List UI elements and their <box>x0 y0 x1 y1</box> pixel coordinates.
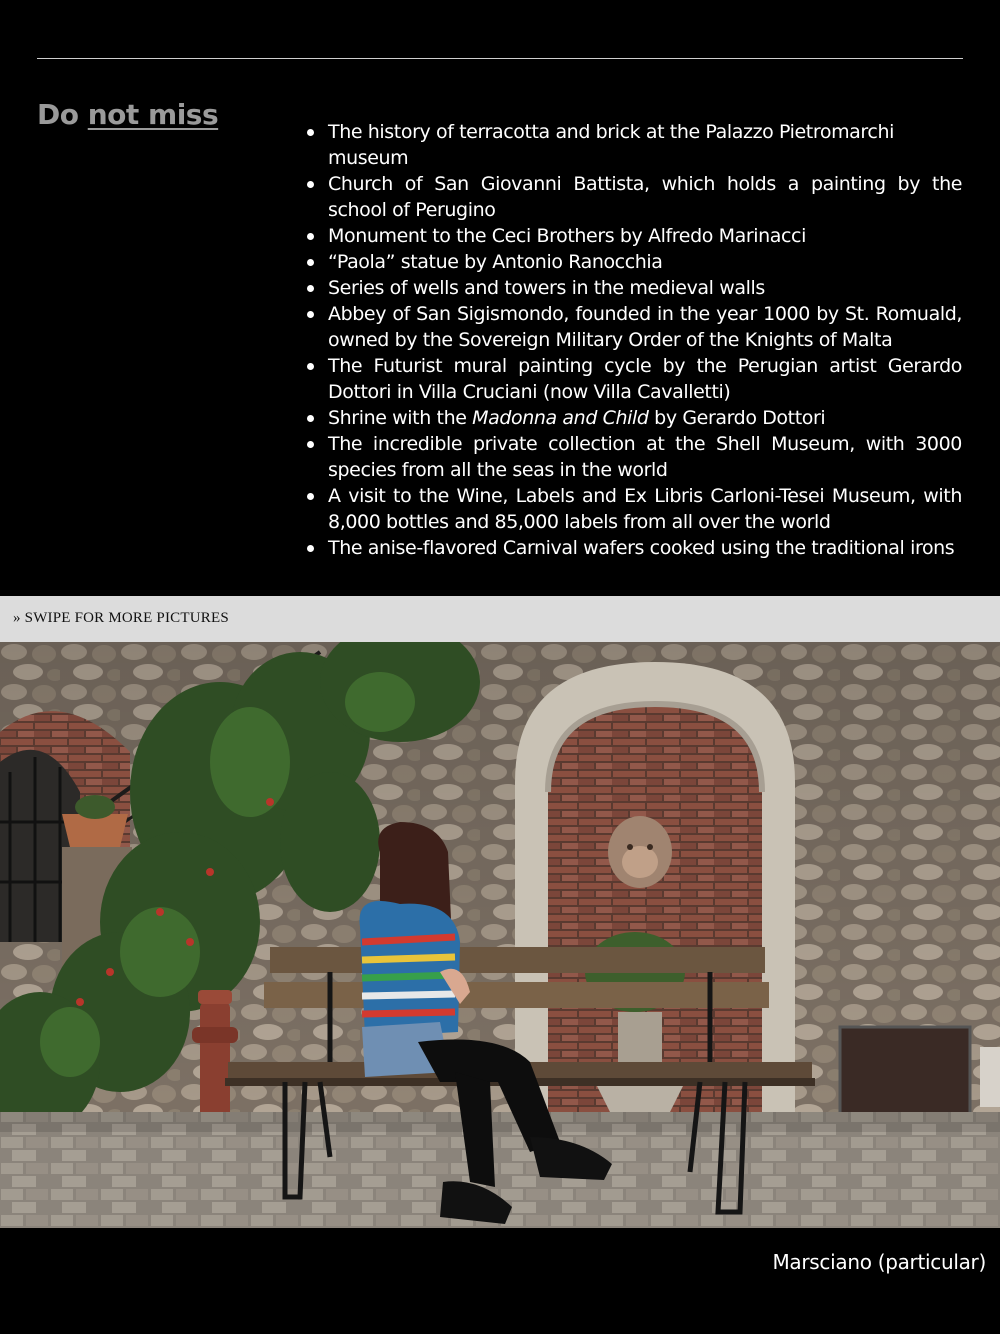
list-item: Church of San Giovanni Battista, which holds a painting by the school of Perugino <box>306 171 962 223</box>
not-miss-link[interactable]: not miss <box>87 98 219 131</box>
list-item: Abbey of San Sigismondo, founded in the year 1000 by St. Romuald, owned by the Sovereign Military Order of the Knights of Malta <box>306 301 962 353</box>
list-item: “Paola” statue by Antonio Ranocchia <box>306 249 962 275</box>
list-item: A visit to the Wine, Labels and Ex Libris Carloni-Tesei Museum, with 8,000 bottles and 85,000 labels from all over the world <box>306 483 962 535</box>
swipe-label: » SWIPE FOR MORE PICTURES <box>13 610 229 626</box>
list-item: Shrine with the Madonna and Child by Gerardo Dottori <box>306 405 962 431</box>
list-item: The history of terracotta and brick at the Palazzo Pietromarchi museum <box>306 119 962 171</box>
swipe-bar[interactable] <box>0 596 1000 642</box>
heading-prefix: Do <box>37 98 79 131</box>
highlights-list <box>306 119 962 561</box>
list-item: The anise-flavored Carnival wafers cooked using the traditional irons <box>306 535 962 561</box>
gallery-photo[interactable] <box>0 642 1000 1228</box>
list-item: The incredible private collection at the Shell Museum, with 3000 species from all the seas in the world <box>306 431 962 483</box>
list-item: Series of wells and towers in the medieval walls <box>306 275 962 301</box>
section-heading <box>37 98 218 131</box>
list-item: The Futurist mural painting cycle by the Perugian artist Gerardo Dottori in Villa Cruciani (now Villa Cavalletti) <box>306 353 962 405</box>
list-item: Monument to the Ceci Brothers by Alfredo Marinacci <box>306 223 962 249</box>
photo-caption: Marsciano (particular) <box>772 1250 986 1274</box>
top-divider <box>37 58 963 59</box>
